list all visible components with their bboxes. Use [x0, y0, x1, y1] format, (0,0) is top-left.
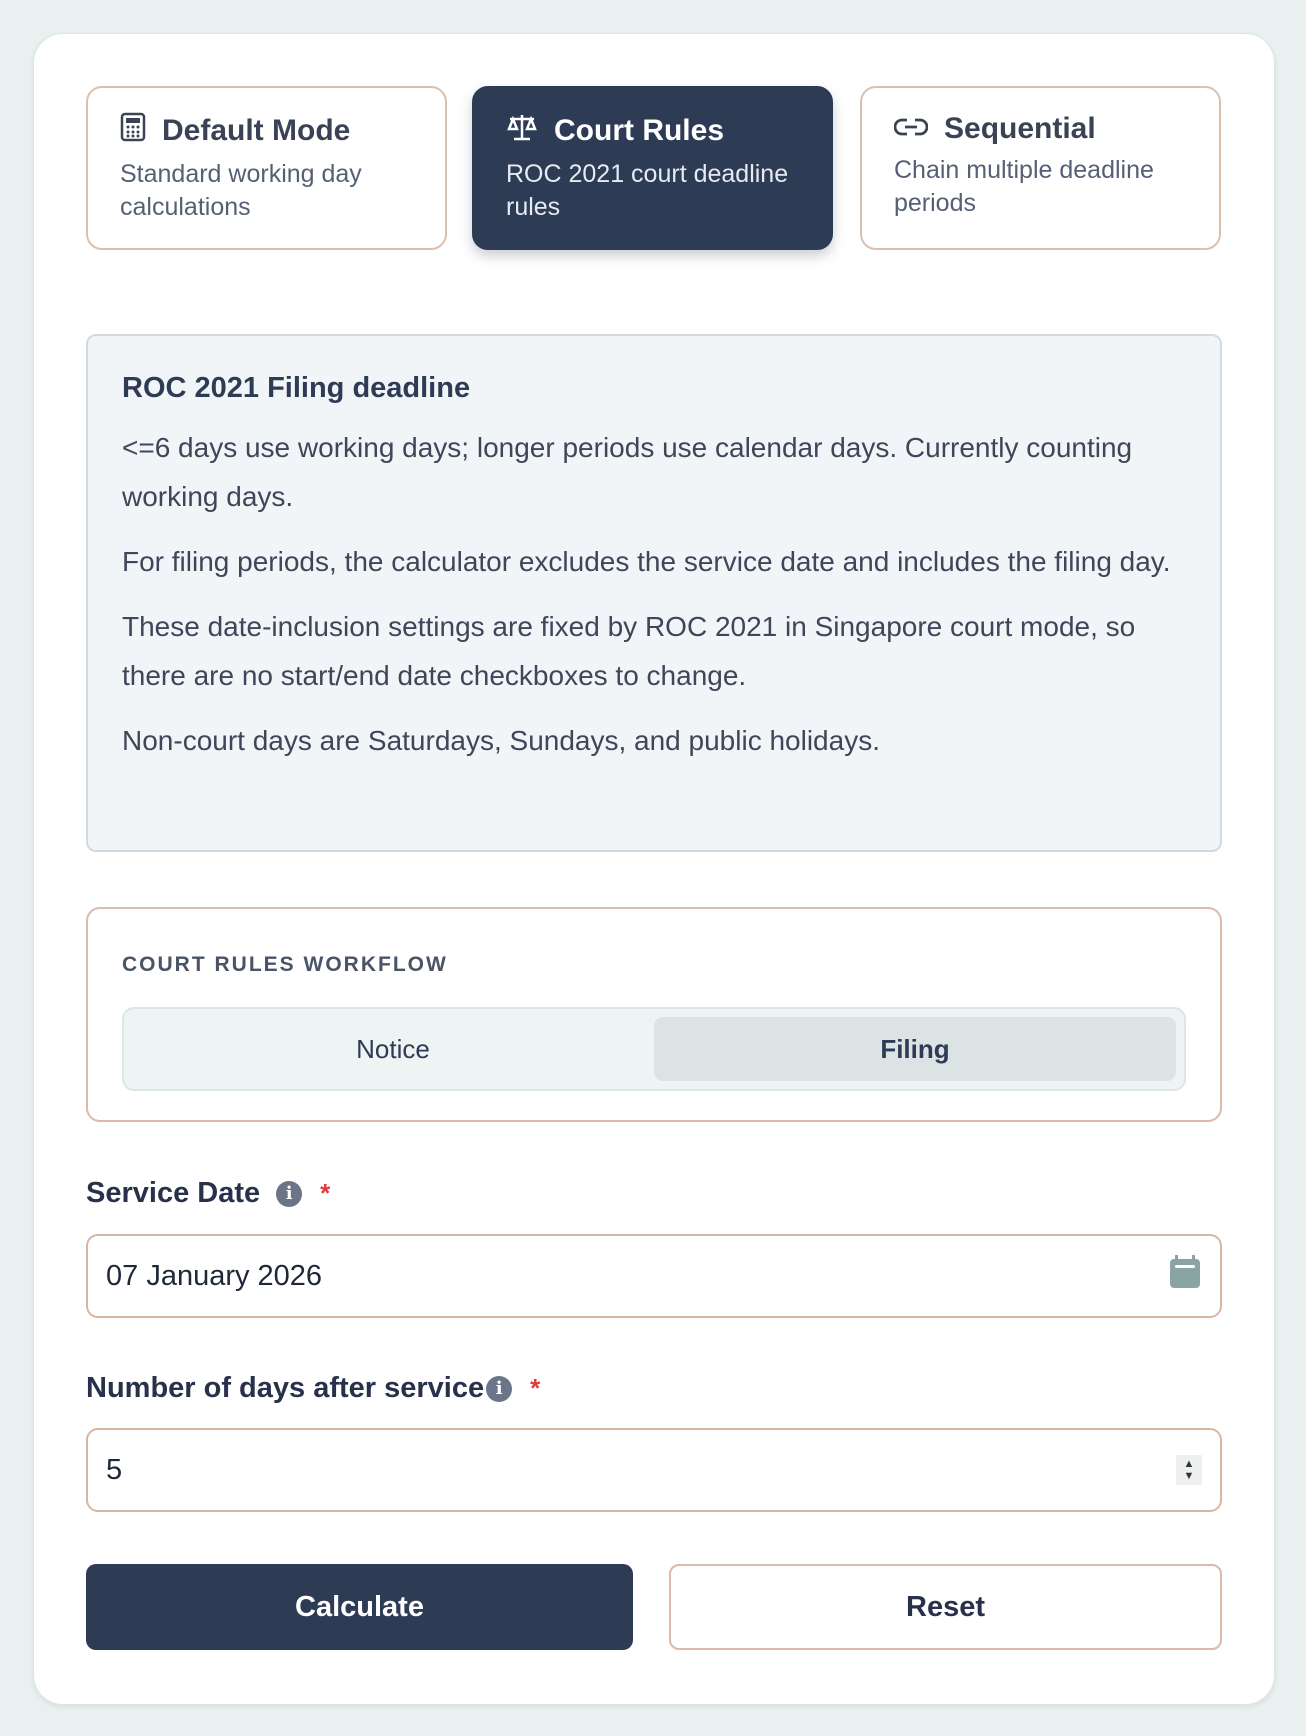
- workflow-section: [86, 907, 1222, 1122]
- mode-sequential[interactable]: [860, 86, 1221, 250]
- days-input[interactable]: [86, 1428, 1222, 1512]
- workflow-toggle: [122, 1007, 1186, 1091]
- info-icon[interactable]: i: [486, 1376, 512, 1402]
- mode-default[interactable]: [86, 86, 447, 250]
- calendar-icon[interactable]: [1168, 1254, 1202, 1298]
- mode-title: Court Rules: [554, 114, 725, 147]
- mode-title: Sequential: [944, 112, 1096, 145]
- calculate-button[interactable]: Calculate: [86, 1564, 633, 1650]
- workflow-option-filing[interactable]: Filing: [654, 1017, 1176, 1081]
- mode-description: ROC 2021 court deadline rules: [506, 160, 789, 221]
- reset-button[interactable]: Reset: [669, 1564, 1222, 1650]
- days-label: [86, 1372, 540, 1405]
- required-marker: *: [320, 1178, 331, 1208]
- service-date-input[interactable]: [86, 1234, 1222, 1318]
- link-icon: [894, 112, 928, 146]
- service-date-value: 07 January 2026: [106, 1259, 323, 1292]
- label-text: Service Date: [86, 1177, 261, 1209]
- scales-icon: [506, 112, 538, 150]
- mode-title: Default Mode: [162, 114, 351, 147]
- info-paragraph: Non-court days are Saturdays, Sundays, and public holidays.: [122, 725, 880, 756]
- number-stepper[interactable]: ▲ ▼: [1176, 1455, 1202, 1485]
- info-title: ROC 2021 Filing deadline: [122, 372, 471, 404]
- rules-info-panel: [86, 334, 1222, 852]
- workflow-label: COURT RULES WORKFLOW: [122, 953, 448, 976]
- info-paragraph: <=6 days use working days; longer periods use calendar days. Currently counting working days.: [122, 432, 1133, 512]
- calculator-icon: [120, 112, 146, 150]
- mode-description: Chain multiple deadline periods: [894, 156, 1154, 217]
- info-paragraph: These date-inclusion settings are fixed by ROC 2021 in Singapore court mode, so there are no start/end date checkboxes to change.: [122, 611, 1136, 691]
- workflow-option-notice[interactable]: Notice: [356, 1033, 430, 1064]
- days-value: 5: [106, 1453, 123, 1486]
- service-date-label: [86, 1177, 330, 1210]
- info-paragraph: For filing periods, the calculator excludes the service date and includes the filing day.: [122, 546, 1171, 577]
- mode-description: Standard working day calculations: [120, 160, 362, 221]
- required-marker: *: [530, 1373, 541, 1403]
- mode-court-rules[interactable]: [472, 86, 833, 250]
- info-icon[interactable]: i: [276, 1181, 302, 1207]
- label-text: Number of days after service: [86, 1372, 485, 1404]
